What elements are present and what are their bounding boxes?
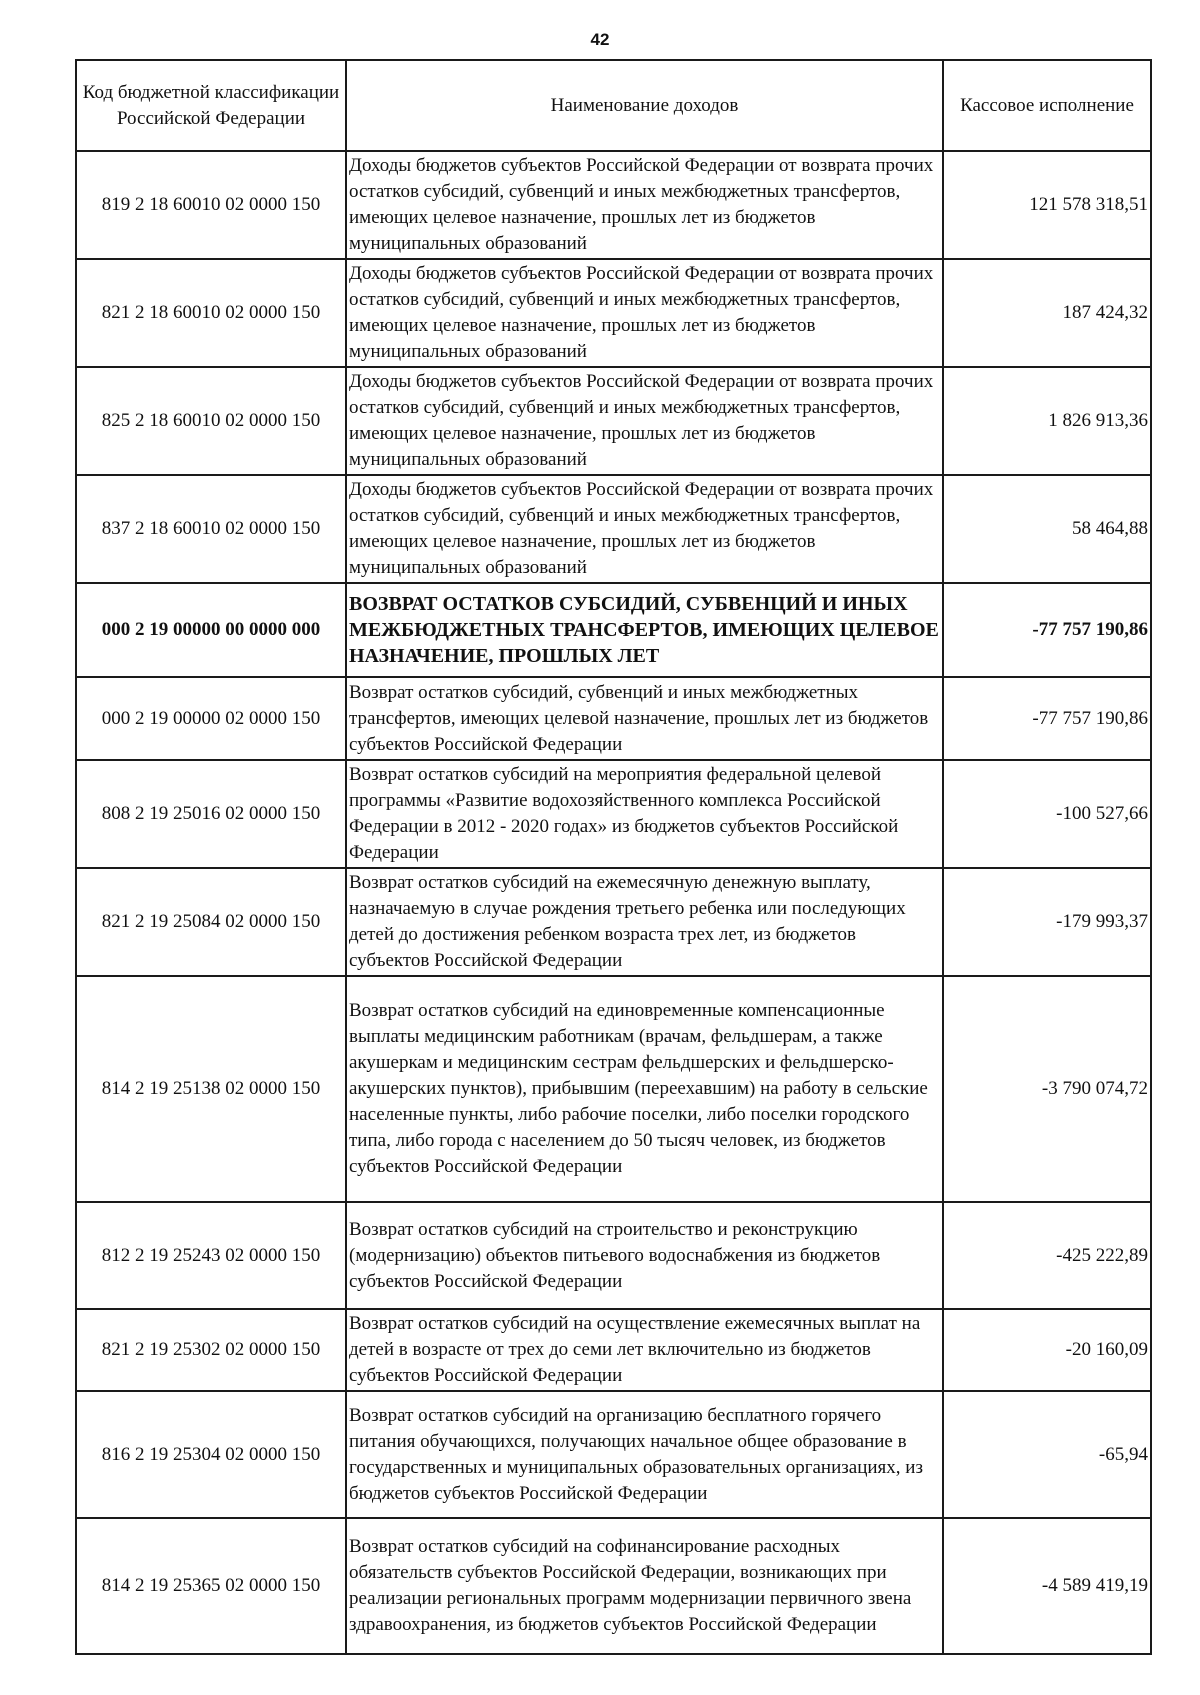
row-code: 812 2 19 25243 02 0000 150: [76, 1202, 346, 1309]
row-name: Доходы бюджетов субъектов Российской Федерации от возврата прочих остатков субсидий, субвенций и иных межбюджетных трансфертов, имеющих целевое назначение, прошлых лет из бюджетов муниципальных образований: [346, 475, 943, 583]
table-header-row: [76, 60, 1151, 151]
row-amount: -77 757 190,86: [943, 677, 1151, 760]
table-row: [76, 868, 1151, 976]
row-name: Возврат остатков субсидий на мероприятия федеральной целевой программы «Развитие водохозяйственного комплекса Российской Федерации в 2012 - 2020 годах» из бюджетов субъектов Российской Федерации: [346, 760, 943, 868]
row-amount: -4 589 419,19: [943, 1518, 1151, 1654]
row-amount: -3 790 074,72: [943, 976, 1151, 1202]
row-name: Возврат остатков субсидий на организацию бесплатного горячего питания обучающихся, получающих начальное общее образование в государственных и муниципальных образовательных организациях, из бюджетов субъектов Российской Федерации: [346, 1391, 943, 1518]
row-name: Возврат остатков субсидий на строительство и реконструкцию (модернизацию) объектов питьевого водоснабжения из бюджетов субъектов Российской Федерации: [346, 1202, 943, 1309]
row-name: Возврат остатков субсидий на софинансирование расходных обязательств субъектов Российской Федерации, возникающих при реализации региональных программ модернизации первичного звена здравоохранения, из бюджетов субъектов Российской Федерации: [346, 1518, 943, 1654]
page-number: 42: [590, 30, 610, 49]
row-amount: 187 424,32: [943, 259, 1151, 367]
header-amount: Кассовое исполнение: [943, 60, 1151, 151]
row-amount: 58 464,88: [943, 475, 1151, 583]
row-name: Возврат остатков субсидий на единовременные компенсационные выплаты медицинским работникам (врачам, фельдшерам, а также акушеркам и медицинским сестрам фельдшерских и фельдшерско-акушерских пунктов), прибывшим (переехавшим) на работу в сельские населенные пункты, либо рабочие поселки, либо поселки городского типа, либо города с населением до 50 тысяч человек, из бюджетов субъектов Российской Федерации: [346, 976, 943, 1202]
table-row: [76, 976, 1151, 1202]
row-name: Возврат остатков субсидий на осуществление ежемесячных выплат на детей в возрасте от трех до семи лет включительно из бюджетов субъектов Российской Федерации: [346, 1309, 943, 1391]
table-row: [76, 475, 1151, 583]
row-name: Доходы бюджетов субъектов Российской Федерации от возврата прочих остатков субсидий, субвенций и иных межбюджетных трансфертов, имеющих целевое назначение, прошлых лет из бюджетов муниципальных образований: [346, 151, 943, 259]
table-row: [76, 1202, 1151, 1309]
row-amount: 121 578 318,51: [943, 151, 1151, 259]
header-name: Наименование доходов: [346, 60, 943, 151]
table-row: [76, 1391, 1151, 1518]
row-code: 814 2 19 25365 02 0000 150: [76, 1518, 346, 1654]
row-code: 816 2 19 25304 02 0000 150: [76, 1391, 346, 1518]
row-code: 814 2 19 25138 02 0000 150: [76, 976, 346, 1202]
row-code: 819 2 18 60010 02 0000 150: [76, 151, 346, 259]
row-amount: -65,94: [943, 1391, 1151, 1518]
row-name: Возврат остатков субсидий на ежемесячную денежную выплату, назначаемую в случае рождения третьего ребенка или последующих детей до достижения ребенком возраста трех лет, из бюджетов субъектов Российской Федерации: [346, 868, 943, 976]
row-code: 821 2 19 25084 02 0000 150: [76, 868, 346, 976]
table-row: [76, 1518, 1151, 1654]
row-name: Доходы бюджетов субъектов Российской Федерации от возврата прочих остатков субсидий, субвенций и иных межбюджетных трансфертов, имеющих целевое назначение, прошлых лет из бюджетов муниципальных образований: [346, 259, 943, 367]
table-row: [76, 760, 1151, 868]
row-amount: -425 222,89: [943, 1202, 1151, 1309]
row-code: 821 2 19 25302 02 0000 150: [76, 1309, 346, 1391]
row-code: 808 2 19 25016 02 0000 150: [76, 760, 346, 868]
row-amount: -20 160,09: [943, 1309, 1151, 1391]
row-name: Доходы бюджетов субъектов Российской Федерации от возврата прочих остатков субсидий, субвенций и иных межбюджетных трансфертов, имеющих целевое назначение, прошлых лет из бюджетов муниципальных образований: [346, 367, 943, 475]
table-row: [76, 151, 1151, 259]
row-code: 821 2 18 60010 02 0000 150: [76, 259, 346, 367]
row-name: Возврат остатков субсидий, субвенций и иных межбюджетных трансфертов, имеющих целевой назначение, прошлых лет из бюджетов субъектов Российской Федерации: [346, 677, 943, 760]
header-code: Код бюджетной классификации Российской Федерации: [76, 60, 346, 151]
table-row: [76, 367, 1151, 475]
row-amount: -179 993,37: [943, 868, 1151, 976]
row-amount: 1 826 913,36: [943, 367, 1151, 475]
row-code: 837 2 18 60010 02 0000 150: [76, 475, 346, 583]
table-row: [76, 677, 1151, 760]
budget-revenue-table: [75, 59, 1152, 1655]
row-code: 000 2 19 00000 00 0000 000: [76, 583, 346, 677]
table-row-section-total: [76, 583, 1151, 677]
row-amount: -100 527,66: [943, 760, 1151, 868]
row-name: ВОЗВРАТ ОСТАТКОВ СУБСИДИЙ, СУБВЕНЦИЙ И ИНЫХ МЕЖБЮДЖЕТНЫХ ТРАНСФЕРТОВ, ИМЕЮЩИХ ЦЕЛЕВОЕ НАЗНАЧЕНИЕ, ПРОШЛЫХ ЛЕТ: [346, 583, 943, 677]
table-row: [76, 259, 1151, 367]
table-row: [76, 1309, 1151, 1391]
row-code: 825 2 18 60010 02 0000 150: [76, 367, 346, 475]
row-code: 000 2 19 00000 02 0000 150: [76, 677, 346, 760]
row-amount: -77 757 190,86: [943, 583, 1151, 677]
